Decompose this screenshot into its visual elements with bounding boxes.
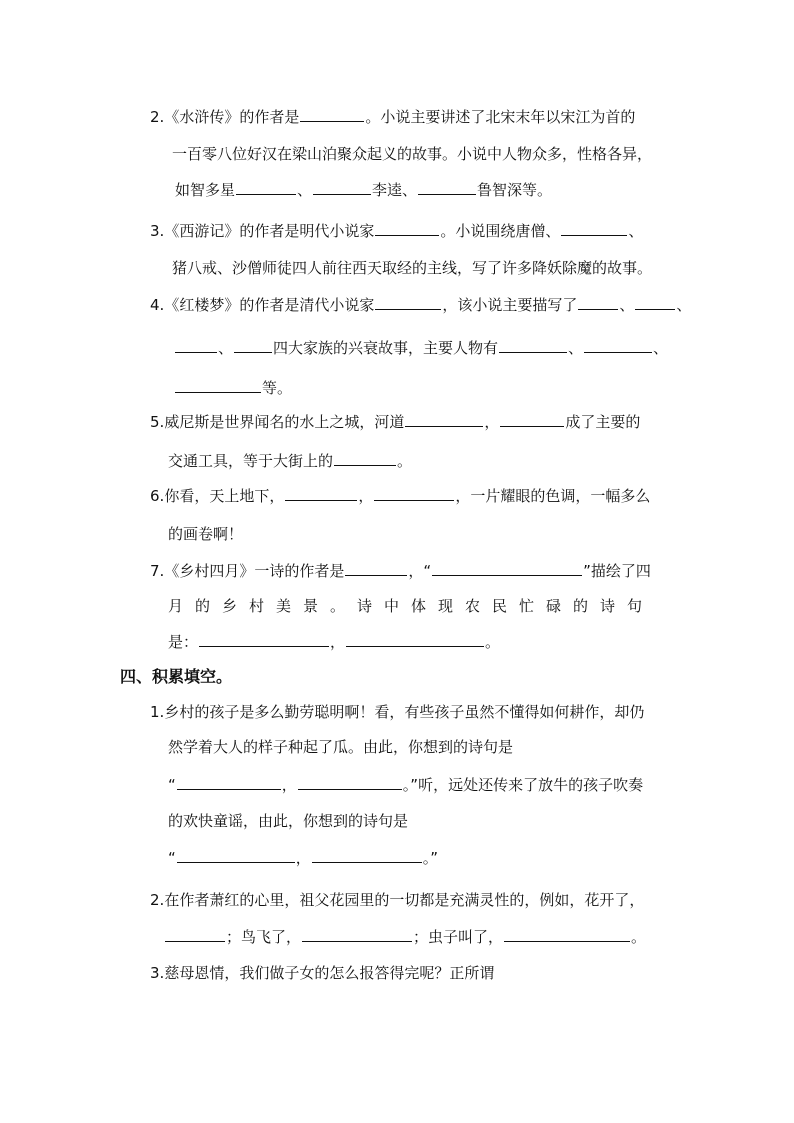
blank[interactable] [561, 221, 627, 236]
q2-line1: 2.《水浒传》的作者是 。小说主要讲述了北宋末年以宋江为首的 [150, 108, 636, 126]
blank[interactable] [584, 338, 652, 353]
blank[interactable] [175, 378, 261, 393]
blank[interactable] [298, 775, 402, 790]
blank[interactable] [578, 295, 618, 310]
q7-line1: 7.《乡村四月》一诗的作者是 ，“ ”描绘了四 [150, 562, 651, 580]
blank[interactable] [504, 927, 630, 942]
blank[interactable] [346, 632, 484, 647]
q6-number: 6. [150, 487, 165, 505]
blank[interactable] [374, 486, 454, 501]
s4-q3-number: 3. [150, 964, 165, 982]
blank[interactable] [313, 180, 371, 195]
q5-line1: 5.威尼斯是世界闻名的水上之城，河道 ， 成了主要的 [150, 413, 641, 431]
q4-line1: 4.《红楼梦》的作者是清代小说家 ，该小说主要描写了 、 、 [150, 296, 692, 314]
q4-number: 4. [150, 296, 165, 314]
blank[interactable] [165, 927, 225, 942]
q5-line2: 交通工具，等于大街上的 。 [168, 452, 413, 470]
q2-line2: 一百零八位好汉在梁山泊聚众起义的故事。小说中人物众多，性格各异， [172, 145, 653, 163]
s4-q2-line1: 2.在作者萧红的心里，祖父花园里的一切都是充满灵性的，例如，花开了， [150, 891, 645, 909]
blank[interactable] [375, 295, 441, 310]
blank[interactable] [177, 848, 295, 863]
q2-line3: 如智多星 、 李逵、 鲁智深等。 [175, 181, 553, 199]
q4-line2: 、 四大家族的兴衰故事，主要人物有 、 、 [174, 338, 668, 358]
blank[interactable] [302, 927, 412, 942]
s4-q1-line4: 的欢快童谣，由此，你想到的诗句是 [168, 812, 409, 830]
q3-line2: 猪八戒、沙僧师徒四人前往西天取经的主线，写了许多降妖除魔的故事。 [172, 259, 653, 277]
s4-q1-line3: “ ， 。”听，远处还传来了放牛的孩子吹奏 [168, 776, 644, 794]
q7-number: 7. [150, 562, 165, 580]
blank[interactable] [635, 295, 675, 310]
section-heading: 四、积累填空。 [120, 667, 233, 686]
q6-line1: 6.你看，天上地下， ， ，一片耀眼的色调，一幅多么 [150, 487, 651, 505]
blank[interactable] [375, 221, 439, 236]
blank[interactable] [234, 338, 272, 353]
q3-number: 3. [150, 222, 165, 240]
blank[interactable] [432, 561, 582, 576]
s4-q1-line2: 然学着大人的样子种起了瓜。由此，你想到的诗句是 [168, 738, 514, 756]
blank[interactable] [236, 180, 296, 195]
blank[interactable] [418, 180, 476, 195]
blank[interactable] [345, 561, 407, 576]
s4-q1-line5: “ ， 。” [168, 849, 439, 867]
q5-number: 5. [150, 413, 165, 431]
blank[interactable] [334, 451, 396, 466]
blank[interactable] [199, 632, 329, 647]
blank[interactable] [405, 412, 483, 427]
q6-line2: 的画卷啊！ [168, 525, 244, 543]
blank[interactable] [177, 775, 281, 790]
blank[interactable] [175, 338, 217, 353]
s4-q2-line2: ；鸟飞了， ；虫子叫了， 。 [164, 927, 646, 947]
blank[interactable] [285, 486, 357, 501]
blank[interactable] [300, 107, 364, 122]
q3-line1: 3.《西游记》的作者是明代小说家 。小说围绕唐僧、 、 [150, 222, 644, 240]
q4-line3: 等。 [174, 378, 292, 398]
blank[interactable] [312, 848, 422, 863]
blank[interactable] [499, 338, 567, 353]
q7-line2: 月的乡村美景。诗中体现农民忙碌的诗句 [168, 597, 655, 615]
s4-q2-number: 2. [150, 891, 165, 909]
q7-line3: 是： ， 。 [168, 633, 501, 651]
s4-q1-number: 1. [150, 703, 165, 721]
s4-q3-line1: 3.慈母恩情，我们做子女的怎么报答得完呢？正所谓 [150, 964, 495, 982]
q2-number: 2. [150, 108, 165, 126]
s4-q1-line1: 1.乡村的孩子是多么勤劳聪明啊！看，有些孩子虽然不懂得如何耕作，却仍 [150, 703, 645, 721]
blank[interactable] [500, 412, 564, 427]
